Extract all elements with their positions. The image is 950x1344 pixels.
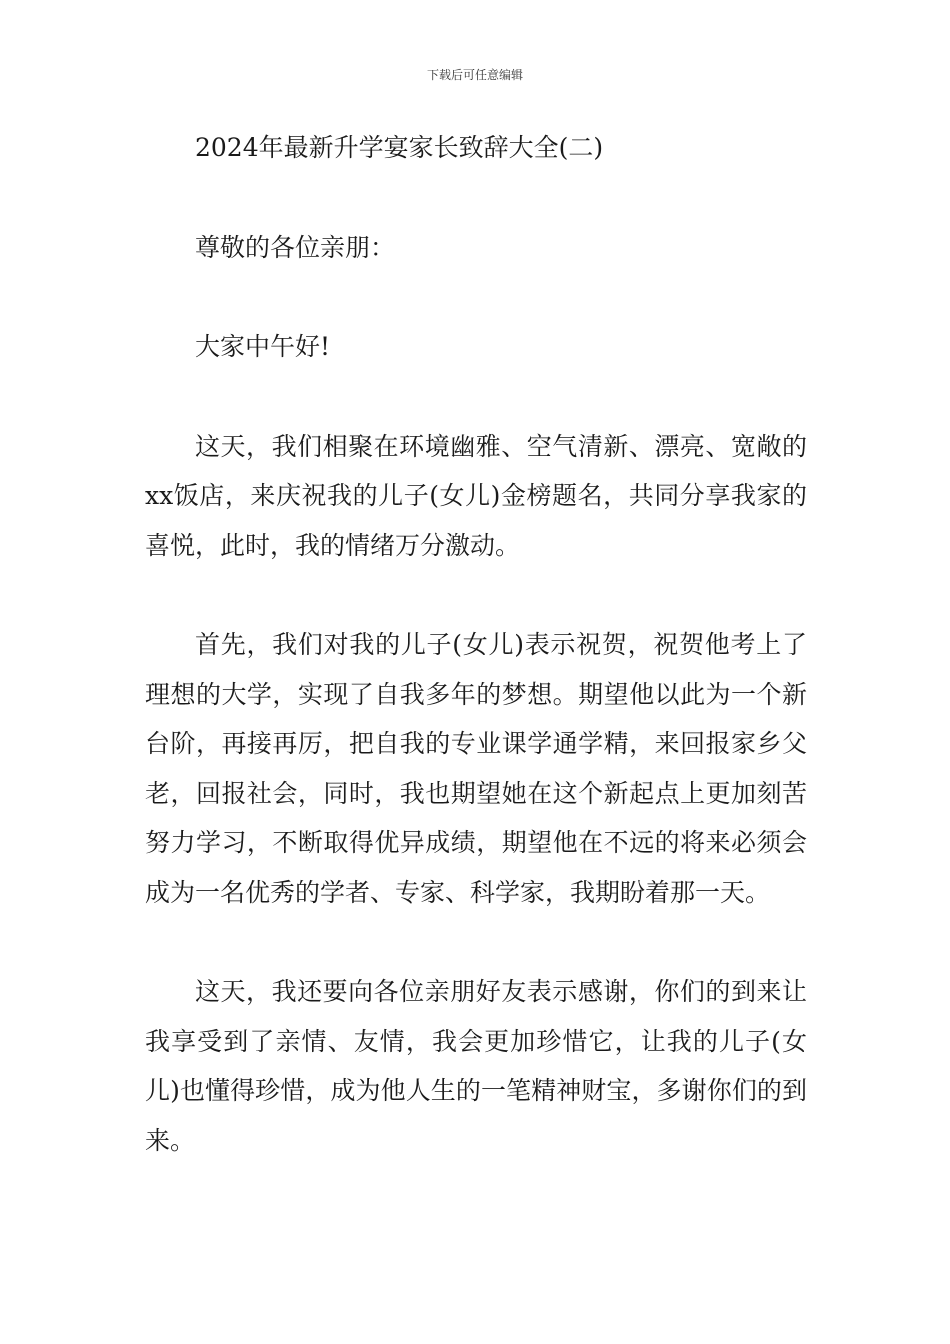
body-paragraph-3: 这天，我还要向各位亲朋好友表示感谢，你们的到来让我享受到了亲情、友情，我会更加珍惜它，让我的儿子(女儿)也懂得珍惜，成为他人生的一笔精神财宝，多谢你们的到来。 [145,977,807,1155]
salutation-line: 大家中午好! [195,332,331,361]
document-body [145,123,807,1165]
body-paragraph-2: 首先，我们对我的儿子(女儿)表示祝贺，祝贺他考上了理想的大学，实现了自我多年的梦想。期望他以此为一个新台阶，再接再厉，把自我的专业课学通学精，来回报家乡父老，回报社会，同时，我也期望她在这个新起点上更加刻苦努力学习，不断取得优异成绩，期望他在不远的将来必须会成为一名优秀的学者、专家、科学家，我期盼着那一天。 [145,630,807,907]
document-title: 2024年最新升学宴家长致辞大全(二) [195,133,604,162]
body-paragraph-1: 这天，我们相聚在环境幽雅、空气清新、漂亮、宽敞的xx饭店，来庆祝我的儿子(女儿)金榜题名，共同分享我家的喜悦，此时，我的情绪万分激动。 [145,431,807,560]
greeting-line: 尊敬的各位亲朋： [195,232,396,262]
page-header-note: 下载后可任意编辑 [426,68,523,82]
